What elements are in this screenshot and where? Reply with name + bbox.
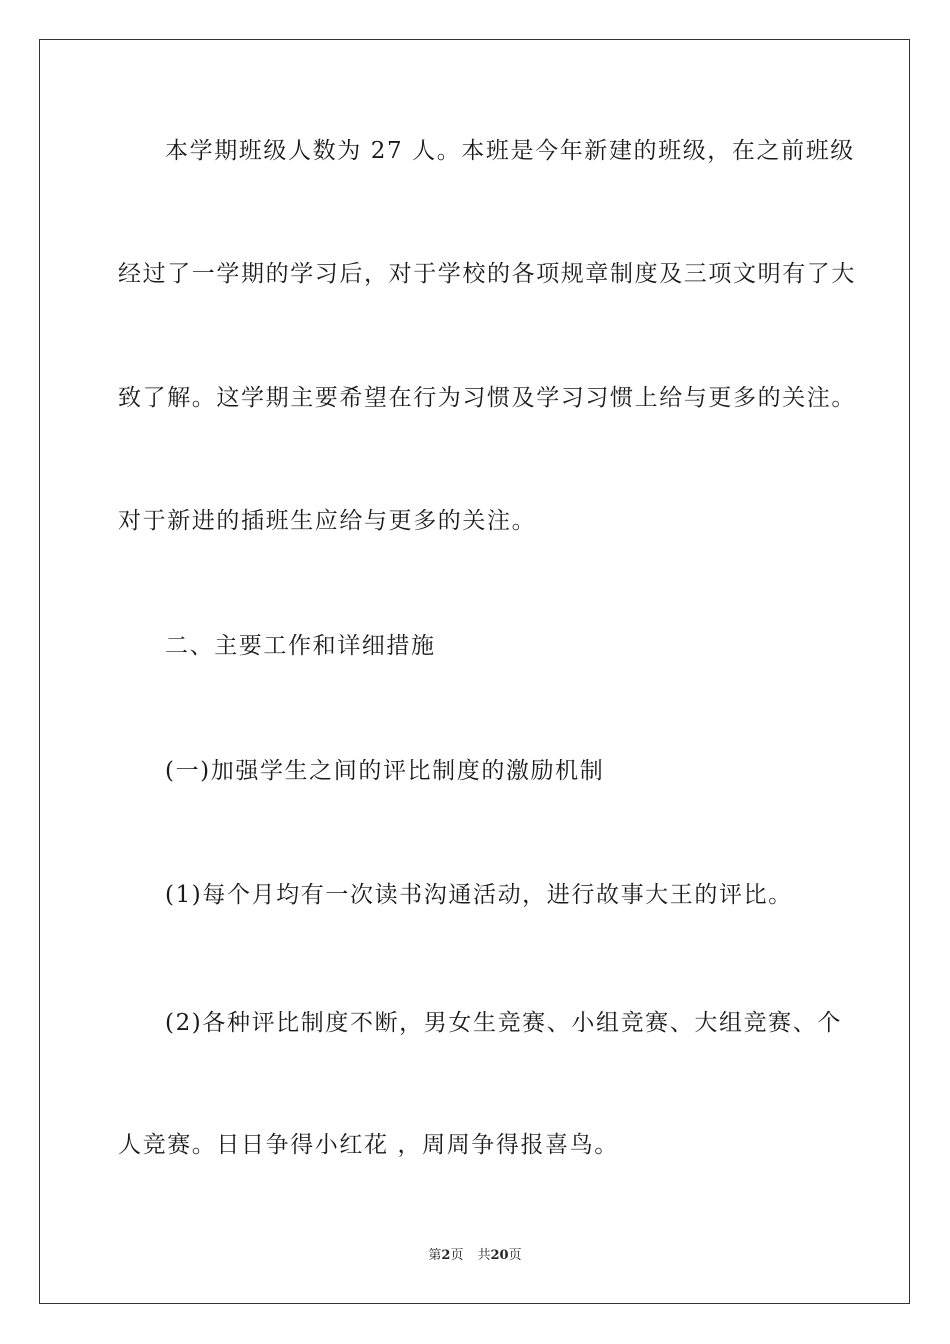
paragraph-line: 致了解。这学期主要希望在行为习惯及学习习惯上给与更多的关注。 (118, 385, 856, 411)
list-item: (2)各种评比制度不断，男女生竞赛、小组竞赛、大组竞赛、个 (165, 1010, 842, 1036)
page-prefix: 第 (428, 1248, 442, 1263)
page-number: 2 (441, 1248, 451, 1263)
paragraph-line: 人竞赛。日日争得小红花 ，周周争得报喜鸟。 (118, 1132, 619, 1158)
total-pages: 20 (490, 1248, 509, 1263)
total-suffix: 页 (508, 1248, 522, 1263)
page-border (39, 39, 910, 1304)
total-prefix: 共 (477, 1248, 491, 1263)
list-item: (1)每个月均有一次读书沟通活动，进行故事大王的评比。 (165, 882, 793, 908)
paragraph-line: 对于新进的插班生应给与更多的关注。 (118, 508, 537, 534)
paragraph-line: 经过了一学期的学习后，对于学校的各项规章制度及三项文明有了大 (118, 261, 856, 287)
paragraph-line: 本学期班级人数为 27 人。本班是今年新建的班级，在之前班级 (165, 138, 855, 164)
page-footer (0, 1247, 950, 1265)
section-heading: 二、主要工作和详细措施 (165, 633, 436, 659)
page-suffix: 页 (450, 1248, 464, 1263)
subsection-heading: (一)加强学生之间的评比制度的激励机制 (165, 758, 605, 784)
